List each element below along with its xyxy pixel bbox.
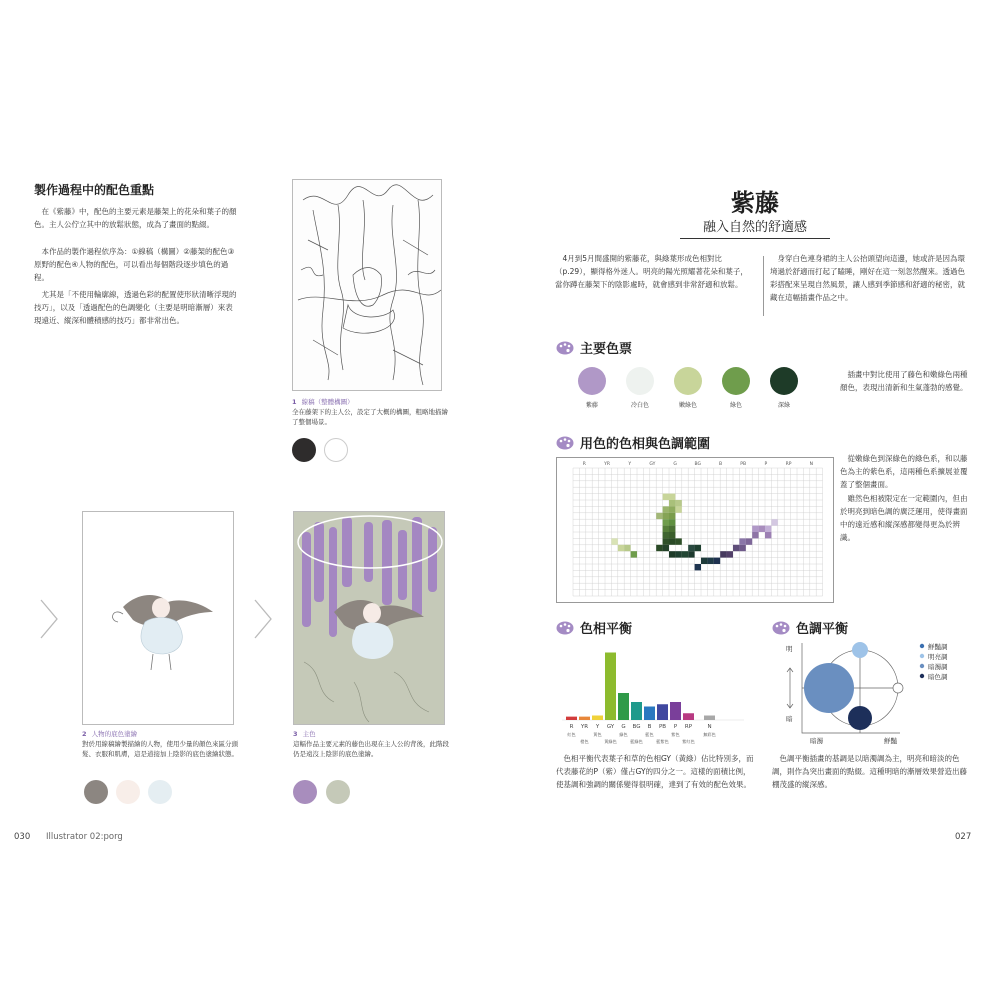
tone-legend-4: 暗色調: [928, 673, 948, 681]
grid-cell: [695, 545, 701, 551]
hue-name-label: 黃綠色: [604, 739, 617, 744]
main-color-image: [293, 511, 445, 725]
grid-cell: [669, 538, 675, 544]
grid-cell: [752, 532, 758, 538]
hue-bar-gy: [605, 653, 616, 721]
grid-cell: [714, 558, 720, 564]
grid-cell: [701, 558, 707, 564]
grid-cell: [669, 500, 675, 506]
hue-bar-yr: [579, 717, 590, 720]
grid-cell: [669, 494, 675, 500]
hue-name-label: 藍紫色: [656, 739, 669, 744]
grid-hue-label: GY: [649, 462, 656, 467]
grid-cell: [707, 558, 713, 564]
grid-cell: [663, 538, 669, 544]
grid-cell: [771, 519, 777, 525]
intro-left: 4月到5月間盛開的紫藤花，與綠葉形成色相對比（p.29），顯得格外迷人。明亮的陽光照耀著花朵和葉子，當你蹲在藤架下的陰影處時，就會感到非常舒適和放鬆。: [555, 254, 748, 290]
hue-tick-label: Y: [595, 724, 600, 730]
step3-caption: [293, 730, 451, 759]
intro-divider: [763, 256, 764, 316]
hue-bar-bg: [631, 702, 642, 720]
grid-cell: [739, 545, 745, 551]
grid-hue-label: PB: [740, 462, 747, 467]
grid-hue-label: RP: [785, 462, 792, 467]
grid-cell: [752, 526, 758, 532]
hue-name-label: 藍色: [645, 732, 654, 737]
tone-axis-dark: 暗: [786, 715, 793, 723]
step1-caption: [292, 398, 452, 427]
hue-bar-b: [644, 707, 655, 721]
grid-cell: [746, 538, 752, 544]
grid-cell: [663, 519, 669, 525]
step2-title: 人物的底色塗繪: [91, 730, 138, 738]
grid-cell: [618, 545, 624, 551]
grid-hue-label: P: [764, 462, 768, 467]
hue-balance-heading-text: 色相平衡: [580, 622, 633, 637]
tone-legend-1: 鮮豔調: [928, 643, 948, 651]
grid-cell: [669, 526, 675, 532]
page-title: 紫藤: [731, 189, 779, 217]
palette-icon: [556, 621, 574, 635]
step1-swatch-white: [324, 438, 348, 462]
step2-swatch-skin: [116, 780, 140, 804]
grid-cell: [675, 551, 681, 557]
grid-cell: [669, 506, 675, 512]
grid-cell: [682, 551, 688, 557]
range-heading-text: 用色的色相與色調範圍: [580, 437, 711, 452]
step2-number: 2: [82, 730, 87, 738]
left-footer-text: Illustrator 02:porg: [46, 832, 123, 842]
main-color-swatches: [570, 367, 810, 413]
left-para-1: 在《紫藤》中，配色的主要元素是藤架上的花朵和葉子的顏色。主人公佇立其中的放鬆狀態，成為了畫面的點綴。: [34, 207, 237, 230]
hue-tick-label: N: [707, 724, 712, 730]
hue-name-label: 黃色: [593, 732, 602, 737]
palette-icon: [556, 436, 574, 450]
grid-cell: [669, 519, 675, 525]
grid-cell: [611, 538, 617, 544]
main-color-swatch-4: [722, 367, 750, 395]
left-para-3: 尤其是「不使用輪廓線，透過色彩的配置使形狀清晰浮現的技巧」，以及「透過配色的色調變化（主要是明暗漸層）來表現遠近、縱深和體積感的技巧」都非常出色。: [34, 290, 237, 326]
hue-name-label: 紫紅色: [682, 739, 695, 744]
hue-tone-grid: [556, 457, 834, 603]
main-color-label-2: 冷白色: [630, 402, 649, 409]
hue-tick-label: GY: [606, 724, 615, 730]
hue-bar-y: [592, 716, 603, 721]
grid-cell: [675, 500, 681, 506]
grid-cell: [669, 513, 675, 519]
grid-cell: [727, 551, 733, 557]
grid-hue-label: YR: [604, 462, 610, 467]
step1-number: 1: [292, 398, 297, 406]
hue-bar-n: [704, 716, 715, 721]
left-heading: 製作過程中的配色重點: [34, 183, 155, 197]
intro-right: 身穿白色連身裙的主人公抬頭望向這邊，她或許是因為環境過於舒適而打起了瞌睡，剛好在這一刻忽然醒來。透過色彩搭配來呈現自然風景，讓人感到季節感和舒適的秘密，就藏在這幅插畫作品之中。: [770, 254, 965, 303]
character-basecolor-image: [82, 511, 234, 725]
main-colors-desc: 插畫中對比使用了藤色和嫩綠色兩種顏色，表現出清新和生氣蓬勃的感覺。: [840, 370, 968, 393]
left-para-2: 本作品的製作過程依序為：①線稿（構圖）②藤架的配色③原野的配色④人物的配色，可以看出每個階段逐步填色的過程。: [34, 247, 235, 283]
range-desc-1: 從嫩綠色到深綠色的綠色系，和以藤色為主的紫色系，這兩種色系擴展並覆蓋了整個畫面。: [840, 454, 968, 490]
grid-cell: [688, 551, 694, 557]
hue-tick-label: RP: [684, 724, 693, 730]
grid-cell: [675, 506, 681, 512]
grid-hue-label: G: [673, 462, 677, 467]
grid-cell: [765, 526, 771, 532]
grid-cell: [733, 545, 739, 551]
main-color-label-5: 深綠: [777, 402, 790, 409]
hue-bar-r: [566, 717, 577, 720]
grid-cell: [663, 506, 669, 512]
grid-cell: [669, 532, 675, 538]
grid-cell: [663, 532, 669, 538]
palette-icon: [772, 621, 790, 635]
hue-balance-chart: [558, 642, 748, 750]
step3-swatch-sage: [326, 780, 350, 804]
tone-axis-muddy: 暗濁: [810, 737, 823, 745]
main-color-swatch-5: [770, 367, 798, 395]
hue-tick-label: YR: [580, 724, 589, 730]
main-color-swatch-1: [578, 367, 606, 395]
grid-cell: [656, 545, 662, 551]
grid-cell: [669, 551, 675, 557]
hue-name-label: 橙色: [580, 739, 589, 744]
hue-tick-label: PB: [658, 724, 667, 730]
hue-balance-desc: 色相平衡代表葉子和草的色相GY（黃綠）佔比特別多，而代表藤花的P（紫）僅占GY的四分之一。這樣的面積比例，使基調和強調的關係變得很明確，達到了有效的配色效果。: [556, 754, 754, 790]
tone-balance-desc: 色調平衡插畫的基調是以暗濁調為主，明亮和暗淡的色調，則作為突出畫面的點綴。這種明暗的漸層效果營造出藤棚茂盛的縱深感。: [772, 754, 967, 790]
hue-bar-p: [670, 702, 681, 720]
step1-desc: 全在藤架下的主人公，設定了大概的構圖，粗略地描繪了整個場景。: [292, 407, 448, 426]
grid-hue-label: Y: [628, 462, 632, 467]
tone-balance-heading-text: 色調平衡: [796, 622, 849, 637]
grid-cell: [759, 526, 765, 532]
grid-cell: [739, 538, 745, 544]
grid-cell: [631, 551, 637, 557]
hue-name-label: 紫色: [671, 732, 680, 737]
main-colors-heading: [556, 338, 632, 357]
step3-desc: 這幅作品主要元素的藤色出現在主人公的背後，此階段仍是遠沒上陰影的底色塗繪。: [293, 739, 449, 758]
grid-cell: [695, 564, 701, 570]
main-color-label-4: 綠色: [729, 402, 742, 409]
grid-hue-label: N: [809, 462, 813, 467]
step3-number: 3: [293, 730, 298, 738]
range-heading: [556, 433, 710, 452]
hue-name-label: 綠色: [619, 732, 628, 737]
main-color-label-1: 紫藤: [585, 402, 598, 409]
grid-cell: [720, 551, 726, 557]
hue-bar-pb: [657, 704, 668, 720]
tone-balance-heading: [772, 618, 848, 637]
grid-cell: [656, 513, 662, 519]
tone-axis-bright: 明: [786, 645, 793, 653]
chevron-right-icon: [38, 598, 60, 640]
step3-title: 主色: [302, 730, 316, 738]
step2-swatch-lightblue: [148, 780, 172, 804]
hue-name-label: 無彩色: [703, 732, 716, 737]
hue-tick-label: G: [621, 724, 626, 730]
grid-cell: [663, 526, 669, 532]
hue-tick-label: P: [673, 724, 678, 730]
hue-tick-label: R: [569, 724, 574, 730]
step3-swatch-purple: [293, 780, 317, 804]
hue-name-label: 紅色: [567, 732, 576, 737]
hue-balance-heading: [556, 618, 632, 637]
grid-cell: [765, 532, 771, 538]
grid-cell: [663, 494, 669, 500]
step1-title: 線稿（整體構圖）: [301, 398, 354, 406]
range-desc-2: 雖然色相被限定在一定範圍內，但由於明亮到暗色調的廣泛運用，使得畫面中的遠近感和縱深感都變得更為於辨識。: [840, 494, 968, 543]
main-color-label-3: 嫩綠色: [678, 402, 697, 409]
left-page-number: 030: [14, 832, 31, 842]
main-color-swatch-3: [674, 367, 702, 395]
step2-swatch-gray: [84, 780, 108, 804]
palette-icon: [556, 341, 574, 355]
right-page-number: 027: [955, 832, 972, 842]
tone-axis-vivid: 鮮豔: [884, 737, 897, 745]
grid-cell: [663, 513, 669, 519]
chevron-right-icon: [252, 598, 274, 640]
grid-cell: [688, 545, 694, 551]
step2-desc: 對於用線稿繪製描繪的人物，使用少量的顏色來區分頭髮、衣服和肌膚，這是道接加上陰影的底色塗繪狀態。: [82, 739, 238, 758]
grid-hue-label: BG: [694, 462, 702, 467]
hue-bar-g: [618, 693, 629, 720]
grid-cell: [663, 545, 669, 551]
tone-legend-3: 暗濁調: [928, 663, 948, 671]
grid-hue-label: B: [718, 462, 723, 467]
main-colors-heading-text: 主要色票: [580, 342, 633, 357]
step2-caption: [82, 730, 240, 759]
page-subtitle: [680, 216, 830, 239]
sketch-lineart-image: [292, 179, 442, 391]
grid-cell: [624, 545, 630, 551]
hue-tick-label: B: [647, 724, 652, 730]
hue-tick-label: BG: [632, 724, 641, 730]
hue-name-label: 藍綠色: [630, 739, 643, 744]
page-subtitle-text: 融入自然的舒適感: [702, 220, 807, 235]
hue-bar-rp: [683, 713, 694, 720]
grid-hue-label: R: [582, 462, 586, 467]
main-color-swatch-2: [626, 367, 654, 395]
tone-legend-2: 明亮調: [928, 653, 948, 661]
step1-swatch-dark: [292, 438, 316, 462]
tone-balance-diagram: [782, 638, 982, 748]
grid-cell: [675, 538, 681, 544]
